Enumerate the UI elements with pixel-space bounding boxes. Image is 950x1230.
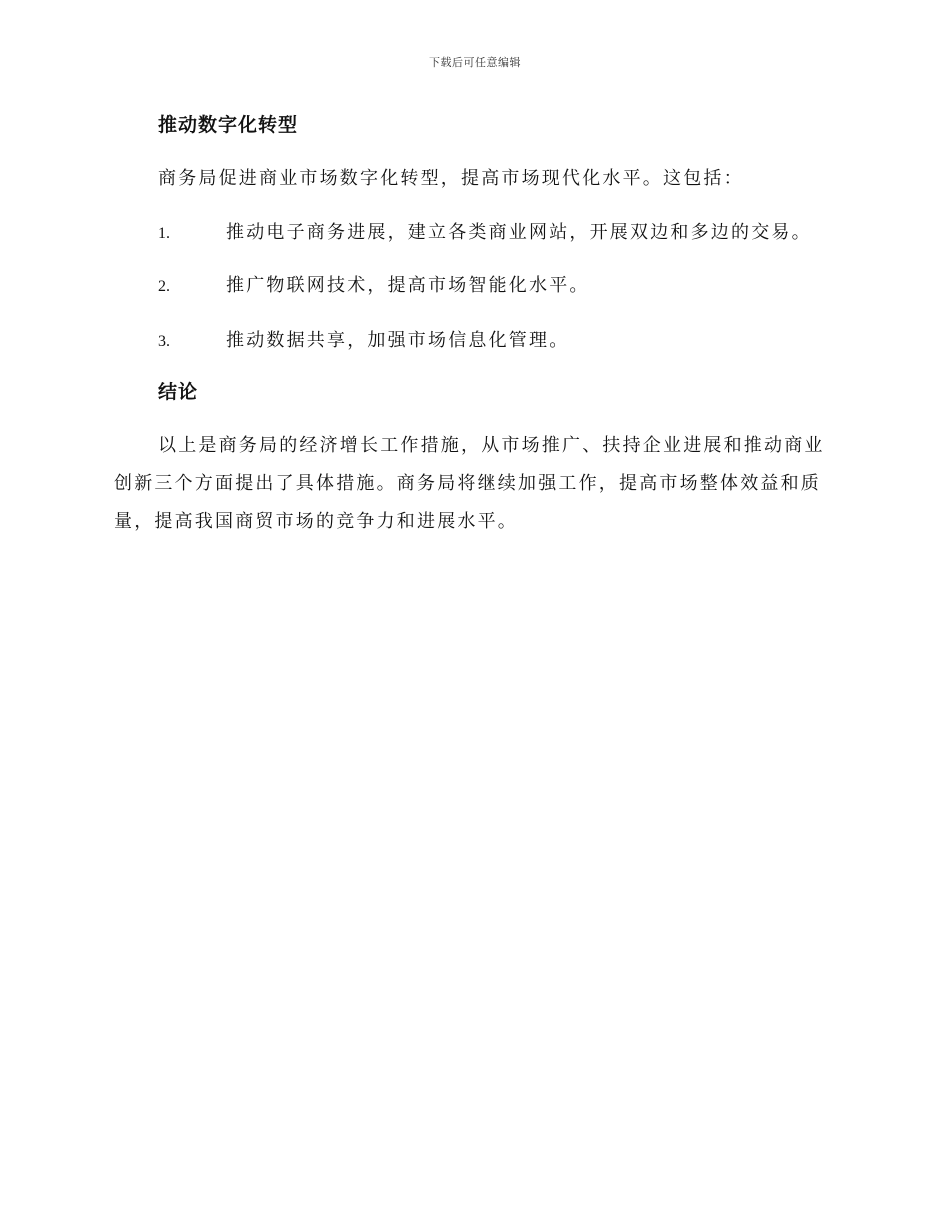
list-number-1: 1.: [158, 225, 170, 242]
section-heading-conclusion: 结论: [158, 381, 199, 403]
list-text-1: 推动电子商务进展，建立各类商业网站，开展双边和多边的交易。: [226, 222, 812, 243]
list-number-3: 3.: [158, 333, 170, 350]
section-heading-digital-transformation: 推动数字化转型: [158, 114, 299, 136]
list-number-2: 2.: [158, 278, 170, 295]
conclusion-paragraph: 以上是商务局的经济增长工作措施，从市场推广、扶持企业进展和推动商业创新三个方面提出了具体措施。商务局将继续加强工作，提高市场整体效益和质量，提高我国商贸市场的竞争力和进展水平。: [114, 435, 825, 532]
list-item-3: [114, 322, 830, 361]
document-body: [114, 108, 830, 541]
list-item-1: [114, 214, 830, 253]
section-intro-paragraph: 商务局促进商业市场数字化转型，提高市场现代化水平。这包括：: [158, 168, 744, 189]
header-note: 下载后可任意编辑: [429, 56, 521, 69]
list-item-2: [114, 267, 830, 306]
list-text-3: 推动数据共享，加强市场信息化管理。: [226, 330, 570, 351]
list-text-2: 推广物联网技术，提高市场智能化水平。: [226, 275, 590, 296]
